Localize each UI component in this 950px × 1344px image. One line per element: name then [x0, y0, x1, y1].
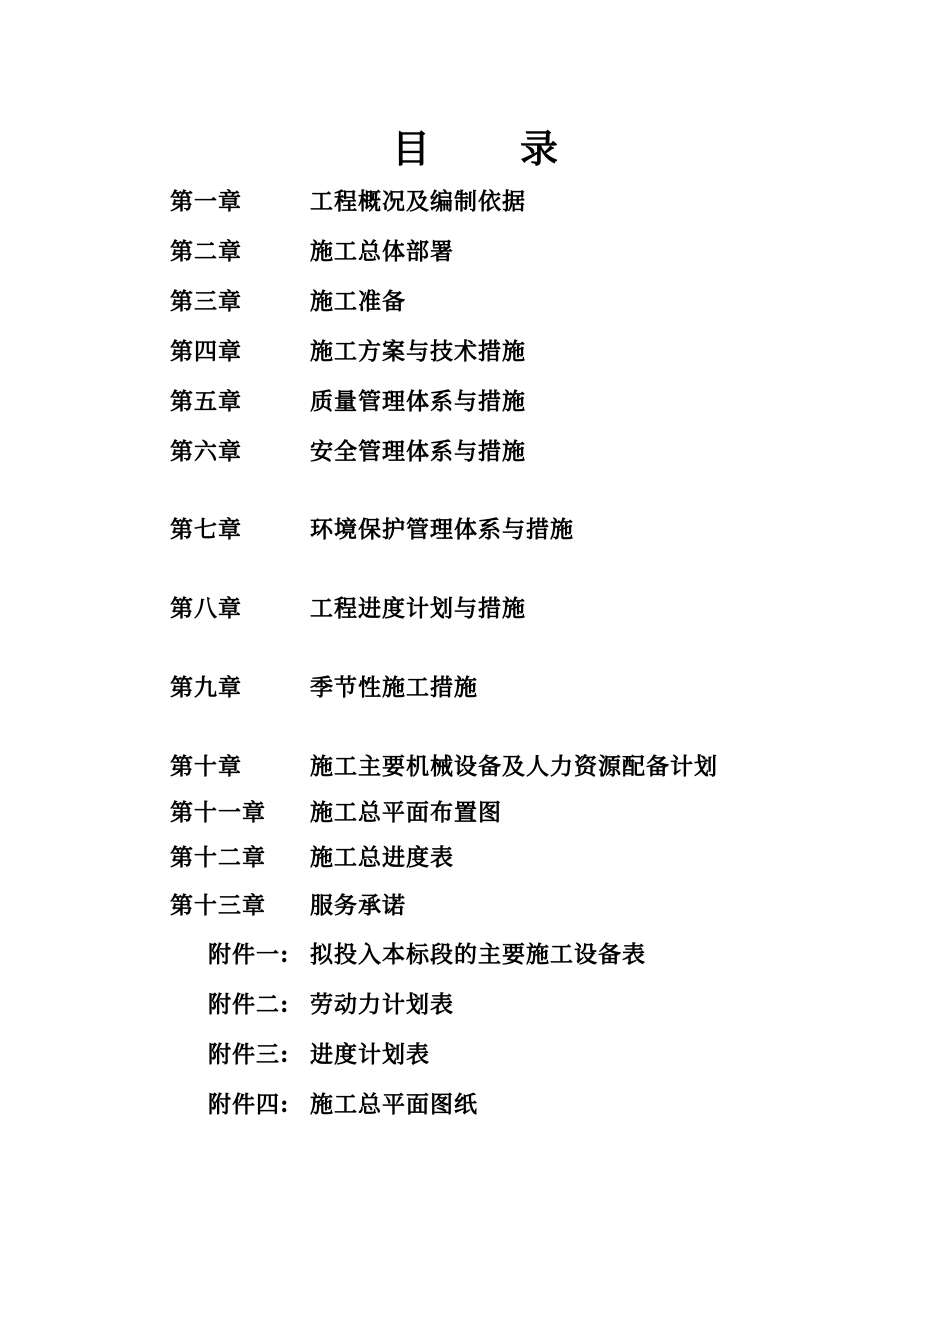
toc-entry-annex-2 [0, 989, 950, 1021]
chapter-label: 第十一章 [170, 799, 266, 826]
toc-title [0, 122, 950, 176]
toc-title-part1: 目 [391, 126, 430, 171]
annex-label: 附件二: [208, 991, 290, 1018]
annex-label: 附件四: [208, 1091, 290, 1118]
annex-title: 拟投入本标段的主要施工设备表 [310, 941, 646, 968]
chapter-title: 施工准备 [310, 288, 406, 315]
toc-entry-chapter-2 [0, 236, 950, 268]
toc-entry-chapter-6 [0, 436, 950, 468]
chapter-title: 工程进度计划与措施 [310, 595, 526, 622]
annex-label: 附件一: [208, 941, 290, 968]
chapter-title: 环境保护管理体系与措施 [310, 516, 574, 543]
toc-entry-annex-1 [0, 939, 950, 971]
toc-title-part2: 录 [520, 126, 559, 171]
chapter-title: 工程概况及编制依据 [310, 188, 526, 215]
chapter-label: 第七章 [170, 516, 242, 543]
toc-entry-chapter-7 [0, 514, 950, 546]
toc-entry-annex-3 [0, 1039, 950, 1071]
annex-title: 劳动力计划表 [310, 991, 454, 1018]
chapter-title: 服务承诺 [310, 892, 406, 919]
chapter-label: 第一章 [170, 188, 242, 215]
annex-label: 附件三: [208, 1041, 290, 1068]
toc-entry-chapter-8 [0, 593, 950, 625]
annex-title: 进度计划表 [310, 1041, 430, 1068]
toc-entry-chapter-10 [0, 751, 950, 783]
chapter-label: 第十二章 [170, 844, 266, 871]
annex-title: 施工总平面图纸 [310, 1091, 478, 1118]
chapter-title: 施工主要机械设备及人力资源配备计划 [310, 753, 718, 780]
toc-entry-chapter-9 [0, 672, 950, 704]
chapter-label: 第三章 [170, 288, 242, 315]
toc-entry-chapter-12 [0, 842, 950, 874]
chapter-label: 第二章 [170, 238, 242, 265]
chapter-label: 第九章 [170, 674, 242, 701]
chapter-title: 施工方案与技术措施 [310, 338, 526, 365]
chapter-title: 安全管理体系与措施 [310, 438, 526, 465]
chapter-title: 施工总平面布置图 [310, 799, 502, 826]
toc-entry-annex-4 [0, 1089, 950, 1121]
toc-entry-chapter-1 [0, 186, 950, 218]
chapter-label: 第十章 [170, 753, 242, 780]
chapter-label: 第四章 [170, 338, 242, 365]
toc-entry-chapter-13 [0, 890, 950, 922]
chapter-label: 第六章 [170, 438, 242, 465]
chapter-title: 季节性施工措施 [310, 674, 478, 701]
chapter-label: 第五章 [170, 388, 242, 415]
chapter-title: 施工总体部署 [310, 238, 454, 265]
chapter-title: 施工总进度表 [310, 844, 454, 871]
toc-entry-chapter-11 [0, 797, 950, 829]
chapter-title: 质量管理体系与措施 [310, 388, 526, 415]
chapter-label: 第十三章 [170, 892, 266, 919]
toc-entry-chapter-5 [0, 386, 950, 418]
chapter-label: 第八章 [170, 595, 242, 622]
toc-entry-chapter-3 [0, 286, 950, 318]
toc-entry-chapter-4 [0, 336, 950, 368]
